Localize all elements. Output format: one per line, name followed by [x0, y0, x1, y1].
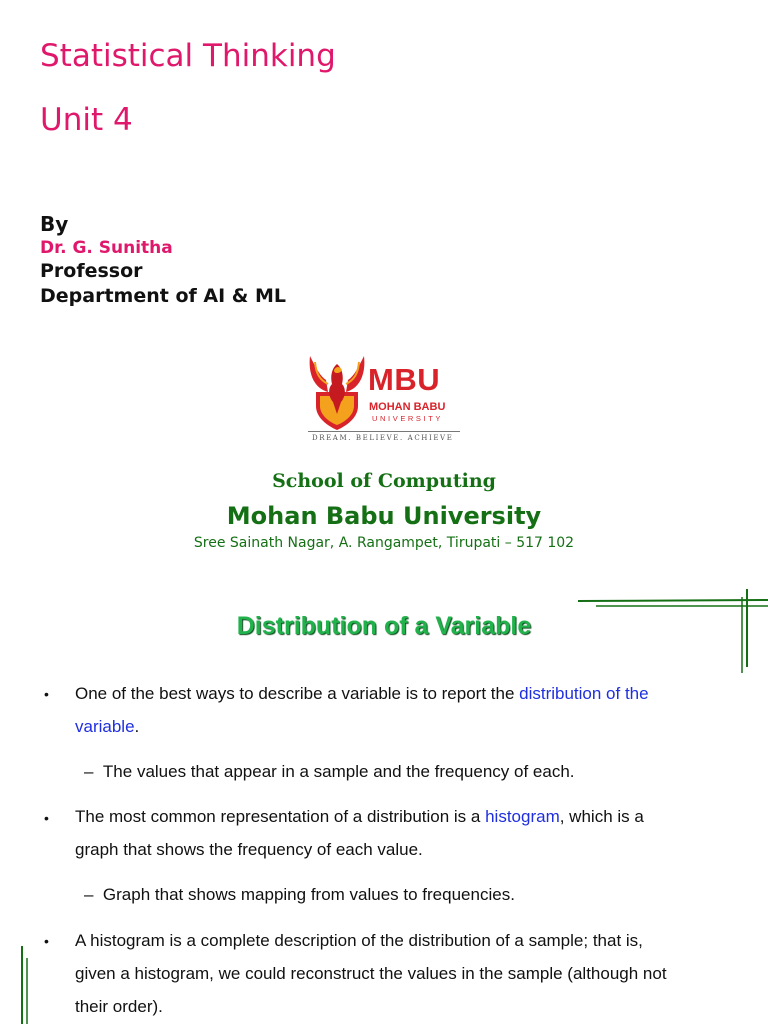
bullet-text: The most common representation of a distribution is a [75, 807, 486, 826]
title-line-1: Statistical Thinking [40, 38, 336, 74]
sub-bullet-marker: – [84, 762, 94, 781]
list-item [75, 800, 722, 866]
sub-bullet-marker: – [84, 885, 94, 904]
logo-divider [308, 431, 460, 432]
corner-decoration-bottom-left [16, 946, 36, 1024]
author-name: Dr. G. Sunitha [40, 238, 173, 258]
title-line-2: Unit 4 [40, 102, 133, 138]
author-department: Department of AI & ML [40, 285, 286, 307]
logo-university: UNIVERSITY [372, 414, 444, 423]
section-heading: Distribution of a Variable [236, 612, 532, 640]
bullet-text: , which is a [559, 807, 644, 826]
bullet-text: given a histogram, we could reconstruct the values in the sample (although not [75, 964, 667, 983]
list-item [84, 885, 515, 905]
list-item [75, 924, 722, 1023]
sub-bullet-text: Graph that shows mapping from values to frequencies. [102, 885, 515, 904]
bullet-text: graph that shows the frequency of each value. [75, 840, 423, 859]
bullet-text: their order). [75, 997, 163, 1016]
university-address: Sree Sainath Nagar, A. Rangampet, Tirupati – 517 102 [193, 535, 575, 551]
bullet-marker: • [44, 933, 49, 949]
phoenix-shield-icon [306, 352, 368, 432]
list-item [75, 677, 722, 743]
highlight-term: histogram [485, 807, 560, 826]
university-name: Mohan Babu University [226, 502, 542, 530]
school-name: School of Computing [272, 470, 496, 492]
author-role: Professor [40, 260, 143, 282]
university-logo [306, 352, 466, 448]
bullet-marker: • [44, 810, 49, 826]
bullet-marker: • [44, 686, 49, 702]
bullet-text: One of the best ways to describe a variable is to report the [75, 684, 520, 703]
bullet-text: A histogram is a complete description of the distribution of a sample; that is, [75, 931, 643, 950]
highlight-term: distribution of the [519, 684, 649, 703]
sub-bullet-text: The values that appear in a sample and the frequency of each. [102, 762, 575, 781]
highlight-term: variable [75, 717, 135, 736]
bullet-text: . [134, 717, 140, 736]
list-item [84, 762, 575, 782]
logo-abbr: MBU [368, 362, 441, 397]
by-label: By [40, 212, 69, 236]
logo-tagline: DREAM. BELIEVE. ACHIEVE [312, 434, 454, 442]
logo-name: MOHAN BABU [369, 401, 446, 413]
